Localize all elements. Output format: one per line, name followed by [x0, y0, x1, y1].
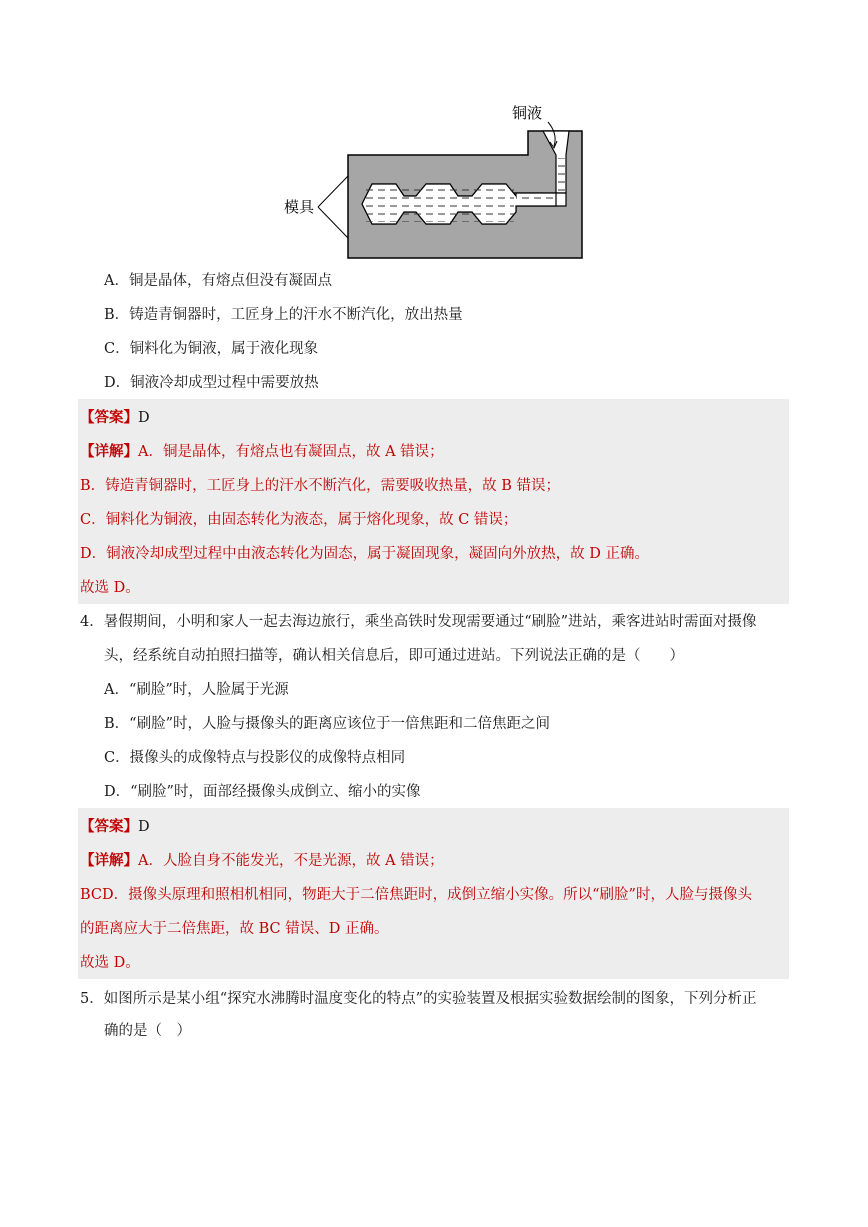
- q3-answer-box: [78, 399, 789, 604]
- q4-option-d: D．“刷脸”时，面部经摄像头成倒立、缩小的实像: [104, 784, 421, 800]
- mold-label: 模具: [284, 198, 315, 216]
- q4-detail-2: BCD．摄像头原理和照相机相同，物距大于二倍焦距时，成倒立缩小实像。所以“刷脸”时，人脸与摄像头: [80, 887, 752, 903]
- q5-stem-line1: 5．如图所示是某小组“探究水沸腾时温度变化的特点”的实验装置及根据实验数据绘制的图象，下列分析正: [80, 991, 757, 1007]
- mold-figure: [280, 98, 590, 266]
- detail-tag: 【详解】: [80, 852, 138, 869]
- q4-detail-1: [80, 851, 444, 871]
- answer-value: D: [138, 410, 150, 426]
- q3-detail-1: [80, 442, 444, 462]
- q4-conclusion: 故选 D。: [80, 955, 140, 971]
- q4-answer: [80, 817, 150, 837]
- q3-detail-3: C．铜料化为铜液，由固态转化为液态，属于熔化现象，故 C 错误；: [80, 512, 518, 528]
- q4-option-a: A．“刷脸”时，人脸属于光源: [104, 682, 289, 698]
- answer-value: D: [138, 819, 150, 835]
- q3-conclusion: 故选 D。: [80, 580, 140, 596]
- q3-answer: [80, 408, 150, 428]
- detail-tag: 【详解】: [80, 443, 138, 460]
- q4-stem-line2: 头，经系统自动拍照扫描等，确认相关信息后，即可通过进站。下列说法正确的是（ ）: [104, 648, 684, 664]
- detail-text: A．铜是晶体，有熔点也有凝固点，故 A 错误；: [138, 444, 444, 460]
- answer-tag: 【答案】: [80, 409, 138, 426]
- q3-option-d: D．铜液冷却成型过程中需要放热: [104, 375, 319, 391]
- liquid-label: 铜液: [512, 104, 543, 122]
- q3-option-b: B．铸造青铜器时，工匠身上的汗水不断汽化，放出热量: [104, 307, 463, 323]
- detail-text: A．人脸自身不能发光，不是光源，故 A 错误；: [138, 853, 444, 869]
- answer-tag: 【答案】: [80, 818, 138, 835]
- q4-option-b: B．“刷脸”时，人脸与摄像头的距离应该位于一倍焦距和二倍焦距之间: [104, 716, 550, 732]
- q3-option-a: A．铜是晶体，有熔点但没有凝固点: [104, 273, 332, 289]
- q4-option-c: C．摄像头的成像特点与投影仪的成像特点相同: [104, 750, 406, 766]
- q3-detail-2: B．铸造青铜器时，工匠身上的汗水不断汽化，需要吸收热量，故 B 错误；: [80, 478, 561, 494]
- q4-detail-3: 的距离应大于二倍焦距，故 BC 错误、D 正确。: [80, 921, 389, 937]
- q3-option-c: C．铜料化为铜液，属于液化现象: [104, 341, 319, 357]
- q3-detail-4: D．铜液冷却成型过程中由液态转化为固态，属于凝固现象，凝固向外放热，故 D 正确。: [80, 546, 649, 562]
- q5-stem-line2: 确的是（ ）: [104, 1023, 191, 1039]
- q4-stem-line1: 4．暑假期间，小明和家人一起去海边旅行，乘坐高铁时发现需要通过“刷脸”进站，乘客进站时需面对摄像: [80, 614, 757, 630]
